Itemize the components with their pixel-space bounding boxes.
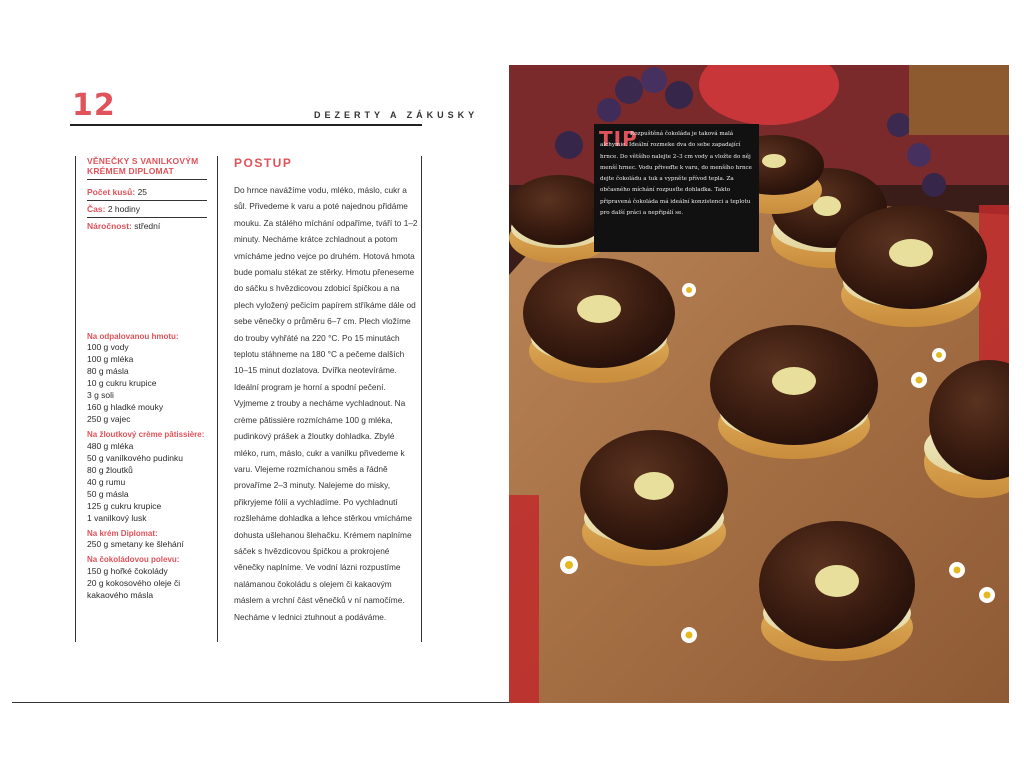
ingredient-item: 100 g vody bbox=[87, 342, 129, 353]
difficulty-row bbox=[87, 218, 207, 234]
column-divider-left bbox=[75, 156, 76, 642]
recipe-info-column bbox=[87, 156, 207, 601]
page-bottom-rule bbox=[12, 702, 512, 703]
portions-value: 25 bbox=[137, 187, 148, 197]
ingredient-item: 160 g hladké mouky bbox=[87, 402, 164, 413]
ingredient-item: 250 g smetany ke šlehání bbox=[87, 539, 184, 550]
tip-text: Rozpuštěná čokoláda je taková malá alchymie. Ideální rozmeke dva do sebe zapadající hrnce. Do většího nalejte 2–3 cm vody a vložte do něj menší hrnec. Vodu přiveďte k varu, do menšího hrnce dejte čokoládu a tuk a vypněte přívod tepla. Za občasného míchání rozpusťte dohladka. Takto připravená čokoláda má ideální konzistenci a teplotu pro další práci a nepřipálí se. bbox=[600, 131, 752, 217]
ingredient-item: 10 g cukru krupice bbox=[87, 378, 157, 389]
ingredient-item: 40 g rumu bbox=[87, 476, 126, 487]
tip-label: TIP bbox=[599, 127, 638, 151]
portions-label: Počet kusů: bbox=[87, 187, 136, 197]
ingredient-item: 125 g cukru krupice bbox=[87, 500, 162, 511]
ingredient-item: 50 g másla bbox=[87, 488, 129, 499]
difficulty-label: Náročnost: bbox=[87, 221, 132, 232]
ingredient-item: 50 g vanilkového pudinku bbox=[87, 452, 183, 463]
ingredient-item: 3 g soli bbox=[87, 390, 114, 401]
recipe-photo bbox=[509, 65, 1009, 703]
ingredient-group-patissiere bbox=[87, 430, 207, 524]
ingredient-heading: Na odpalovanou hmotu: bbox=[87, 331, 179, 341]
ingredient-item: 100 g mléka bbox=[87, 354, 134, 365]
ingredient-item: 20 g kokosového oleje či kakaového másla bbox=[87, 577, 181, 600]
column-divider-mid bbox=[217, 156, 218, 642]
ingredient-item: 250 g vajec bbox=[87, 414, 131, 425]
header-rule bbox=[70, 124, 422, 126]
ingredient-group-choux bbox=[87, 332, 207, 426]
spacer bbox=[87, 235, 207, 327]
ingredient-heading: Na čokoládovou polevu: bbox=[87, 555, 180, 565]
ingredient-item: 80 g žloutků bbox=[87, 464, 133, 475]
method-column bbox=[234, 156, 420, 625]
tip-box bbox=[594, 124, 759, 252]
time-label: Čas: bbox=[87, 204, 106, 215]
method-text: Do hrnce navážíme vodu, mléko, máslo, cukr a sůl. Přivedeme k varu a poté najednou přidáme mouku. Za stálého míchání odpaříme, tváří to 1–2 minuty. Necháme krátce zchladnout a potom vmícháme jedno vejce po druhém. Hotová hmota bude pomalu stékat ze stěrky. Hmotu přeneseme do sáčku s hvězdicovou zdobicí špičkou a na plech vyložený pečicím papírem stříkáme dále od sebe věnečky o průměru 6–7 cm. Plech vložíme do trouby vyhřáté na 220 °C. Po 15 minutách teplotu stáhneme na 180 °C a pečeme dalších 10–15 minut dozlatova. Dvířka neotevíráme. Ideální program je horní a spodní pečení. Vyjmeme z trouby a necháme vychladnout. Na crème pâtissière rozmícháme 100 g mléka, pudinkový prášek a žloutky dohladka. Zbylé mléko, rum, máslo, cukr a vanilku přivedeme k varu. Vlejeme rozmíchanou směs a řádně provaříme 2–3 minuty. Nalejeme do misky, přikryjeme fólií a vychladíme. Po vychladnutí rozšleháme dohladka a lehce stěrkou vmícháme dohusta ušlehanou šlehačku. Krémem naplníme sáček s hvězdicovou špičkou a prokrojené věnečky naplníme. Ve vodní lázni rozpustíme nalámanou čokoládu s olejem či kakaovým máslem a vrchní část věnečků v ní namočíme. Necháme v lednici ztuhnout a podáváme. bbox=[234, 185, 418, 622]
time-row bbox=[87, 201, 207, 218]
photo-illustration bbox=[509, 65, 1009, 703]
ingredient-group-diplomat bbox=[87, 529, 207, 551]
time-value: 2 hodiny bbox=[107, 204, 140, 215]
ingredient-group-glaze bbox=[87, 555, 207, 601]
ingredient-item: 80 g másla bbox=[87, 366, 129, 377]
recipe-title: VĚNEČKY S VANILKOVÝM KRÉMEM DIPLOMAT bbox=[87, 156, 207, 180]
ingredient-item: 480 g mléka bbox=[87, 440, 134, 451]
ingredient-item: 150 g hořké čokolády bbox=[87, 565, 168, 576]
ingredient-heading: Na krém Diplomat: bbox=[87, 528, 158, 538]
difficulty-value: střední bbox=[134, 221, 161, 232]
method-title: POSTUP bbox=[234, 156, 293, 170]
portions-row bbox=[87, 184, 207, 201]
column-divider-right bbox=[421, 156, 422, 642]
ingredient-heading: Na žloutkový crème pâtissière: bbox=[87, 430, 205, 440]
ingredient-item: 1 vanilkový lusk bbox=[87, 512, 147, 523]
page-number: 12 bbox=[72, 88, 116, 123]
chapter-title: DEZERTY A ZÁKUSKY bbox=[314, 110, 479, 120]
